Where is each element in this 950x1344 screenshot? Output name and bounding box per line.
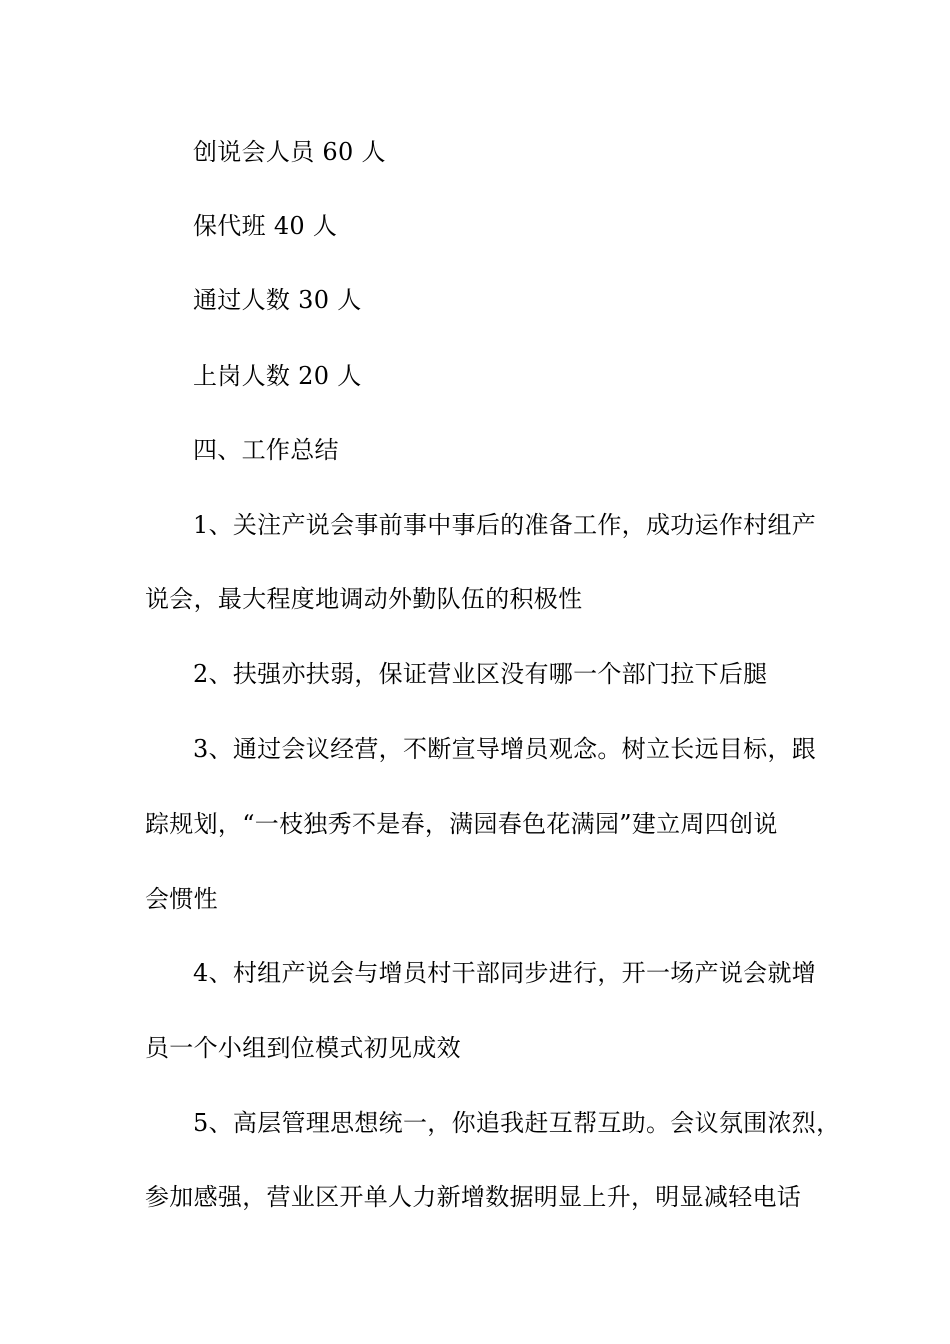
summary-item-3-line-2: 踪规划，“一枝独秀不是春，满园春色花满园”建立周四创说: [145, 810, 778, 838]
summary-item-2-line-1: 2、扶强亦扶弱，保证营业区没有哪一个部门拉下后腿: [193, 660, 768, 688]
summary-item-5-line-2: 参加感强，营业区开单人力新增数据明显上升，明显减轻电话: [145, 1183, 802, 1211]
stat-line-passed: 通过人数 30 人: [193, 286, 362, 314]
stat-line-creation-meeting: 创说会人员 60 人: [193, 138, 386, 166]
summary-item-1-line-2: 说会，最大程度地调动外勤队伍的积极性: [145, 585, 583, 613]
summary-item-1-line-1: 1、关注产说会事前事中事后的准备工作，成功运作村组产: [193, 511, 817, 539]
summary-item-4-line-1: 4、村组产说会与增员村干部同步进行，开一场产说会就增: [193, 959, 817, 987]
summary-item-3-line-1: 3、通过会议经营，不断宣导增员观念。树立长远目标，跟: [193, 735, 817, 763]
summary-item-5-line-1: 5、高层管理思想统一，你追我赶互帮互助。会议氛围浓烈，: [193, 1109, 841, 1137]
summary-item-4-line-2: 员一个小组到位模式初见成效: [145, 1034, 461, 1062]
stat-line-onboarded: 上岗人数 20 人: [193, 362, 362, 390]
summary-item-3-line-3: 会惯性: [145, 885, 218, 913]
stat-line-training-class: 保代班 40 人: [193, 212, 338, 240]
section-heading: 四、工作总结: [193, 436, 339, 464]
